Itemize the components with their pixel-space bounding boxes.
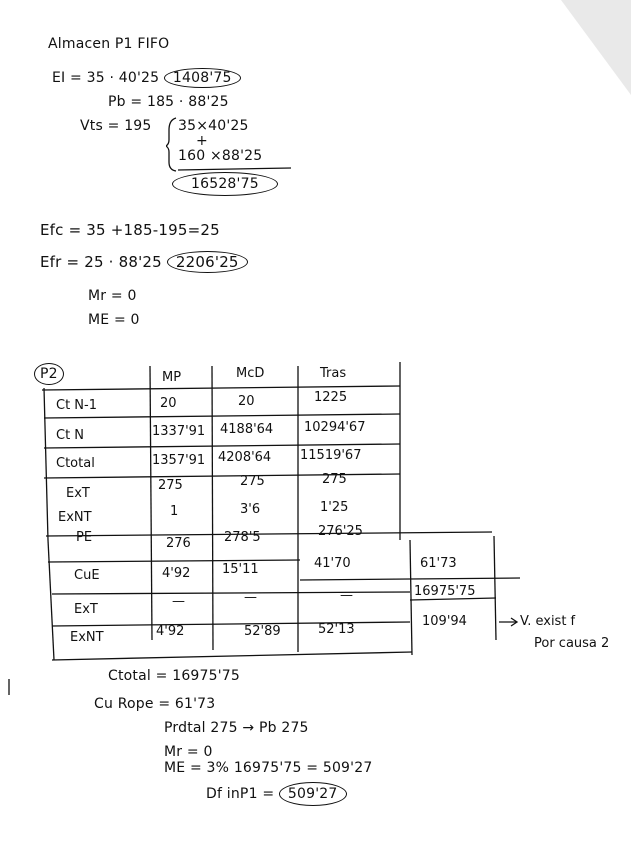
p2-me-line: ME = 3% 16975'75 = 509'27 xyxy=(164,760,373,776)
p2-row-label: ExNT xyxy=(70,630,104,645)
p2-header-mp: MP xyxy=(162,370,182,385)
p2-cell-mcd: 20 xyxy=(238,394,255,409)
p2-note-line1: V. exist f xyxy=(520,614,576,629)
p2-row-label: ExNT xyxy=(58,510,92,525)
p2-cell-tras: 11519'67 xyxy=(300,448,362,463)
right-arrow-icon xyxy=(498,616,520,628)
margin-mark xyxy=(6,678,12,696)
p2-cell-extra: 109'94 xyxy=(422,614,467,629)
p2-header-tras: Tras xyxy=(320,366,347,381)
p1-efr-result: 2206'25 xyxy=(167,251,248,273)
p1-title: Almacen P1 FIFO xyxy=(48,36,170,52)
p2-df-result: 509'27 xyxy=(279,782,347,806)
p1-vts-plus: + xyxy=(196,133,208,149)
p2-cell-extra: 61'73 xyxy=(420,556,457,571)
p2-cell-mp: 276 xyxy=(166,536,191,551)
p1-ei-result: 1408'75 xyxy=(164,68,241,88)
p2-cell-tras: 41'70 xyxy=(314,556,351,571)
p2-cell-tras: 276'25 xyxy=(318,524,363,539)
p2-row-label: ExT xyxy=(74,602,98,617)
p2-cell-mp: 4'92 xyxy=(156,624,185,639)
p2-cell-mcd: 4188'64 xyxy=(220,422,274,437)
p2-df-line xyxy=(206,786,347,802)
p2-row-label: Ctotal xyxy=(56,456,95,471)
p1-efr-text: Efr = 25 · 88'25 xyxy=(40,253,162,271)
p2-row-label: Ct N xyxy=(56,428,85,443)
p2-cell-mcd: 15'11 xyxy=(222,562,259,577)
p2-cell-mp: — xyxy=(172,594,185,609)
p2-mr-line: Mr = 0 xyxy=(164,744,213,760)
p1-pb-line: Pb = 185 · 88'25 xyxy=(108,94,229,110)
p1-vts-result: 16528'75 xyxy=(172,172,278,196)
p2-cell-tras: 1225 xyxy=(314,390,348,405)
p2-cell-mcd: 4208'64 xyxy=(218,450,272,465)
p1-mr-line: Mr = 0 xyxy=(88,288,137,304)
p1-me-line: ME = 0 xyxy=(88,312,140,328)
p2-cell-mp: 1337'91 xyxy=(152,424,206,439)
p2-prdtal-line: Prdtal 275 → Pb 275 xyxy=(164,720,309,736)
p2-cell-mcd: — xyxy=(244,590,257,605)
p2-ctotal-line: Ctotal = 16975'75 xyxy=(108,668,241,684)
p2-cell-tras: 10294'67 xyxy=(304,420,366,435)
p2-cell-mp: 20 xyxy=(160,396,177,411)
p1-efc-line: Efc = 35 +185-195=25 xyxy=(40,221,220,239)
p2-row-label: PE xyxy=(76,530,93,545)
p2-cell-mp: 275 xyxy=(158,478,183,493)
p1-ei-text: EI = 35 · 40'25 xyxy=(52,70,160,86)
p2-header-mcd: McD xyxy=(236,366,265,381)
p2-cell-mcd: 52'89 xyxy=(244,624,281,639)
p2-cu-line: Cu Rope = 61'73 xyxy=(94,696,216,712)
p2-note-line2: Por causa 2 xyxy=(534,636,610,651)
p2-cell-tras: 275 xyxy=(322,472,347,487)
p2-row-label: ExT xyxy=(66,486,90,501)
p2-cell-tras: 52'13 xyxy=(318,622,355,637)
p2-cell-mcd: 278'5 xyxy=(224,530,261,545)
p2-row-label: CuE xyxy=(74,568,100,583)
p2-cell-mp: 1 xyxy=(170,504,179,519)
p2-row-label: Ct N-1 xyxy=(56,398,97,413)
p2-cell-tras: — xyxy=(340,588,353,603)
p2-label: P2 xyxy=(34,363,64,385)
p2-cell-tras: 1'25 xyxy=(320,500,349,515)
p1-vts-label: Vts = 195 xyxy=(80,118,152,134)
p2-cell-mp: 1357'91 xyxy=(152,453,206,468)
p2-cell-mcd: 275 xyxy=(240,474,265,489)
p2-cell-mp: 4'92 xyxy=(162,566,191,581)
p1-vts-part2: 160 ×88'25 xyxy=(178,148,263,164)
p2-df-label: Df inP1 = xyxy=(206,786,275,802)
p2-cell-mcd: 3'6 xyxy=(240,502,261,517)
p2-cell-extra: 16975'75 xyxy=(414,584,476,599)
p1-vts-part1: 35×40'25 xyxy=(178,118,249,134)
